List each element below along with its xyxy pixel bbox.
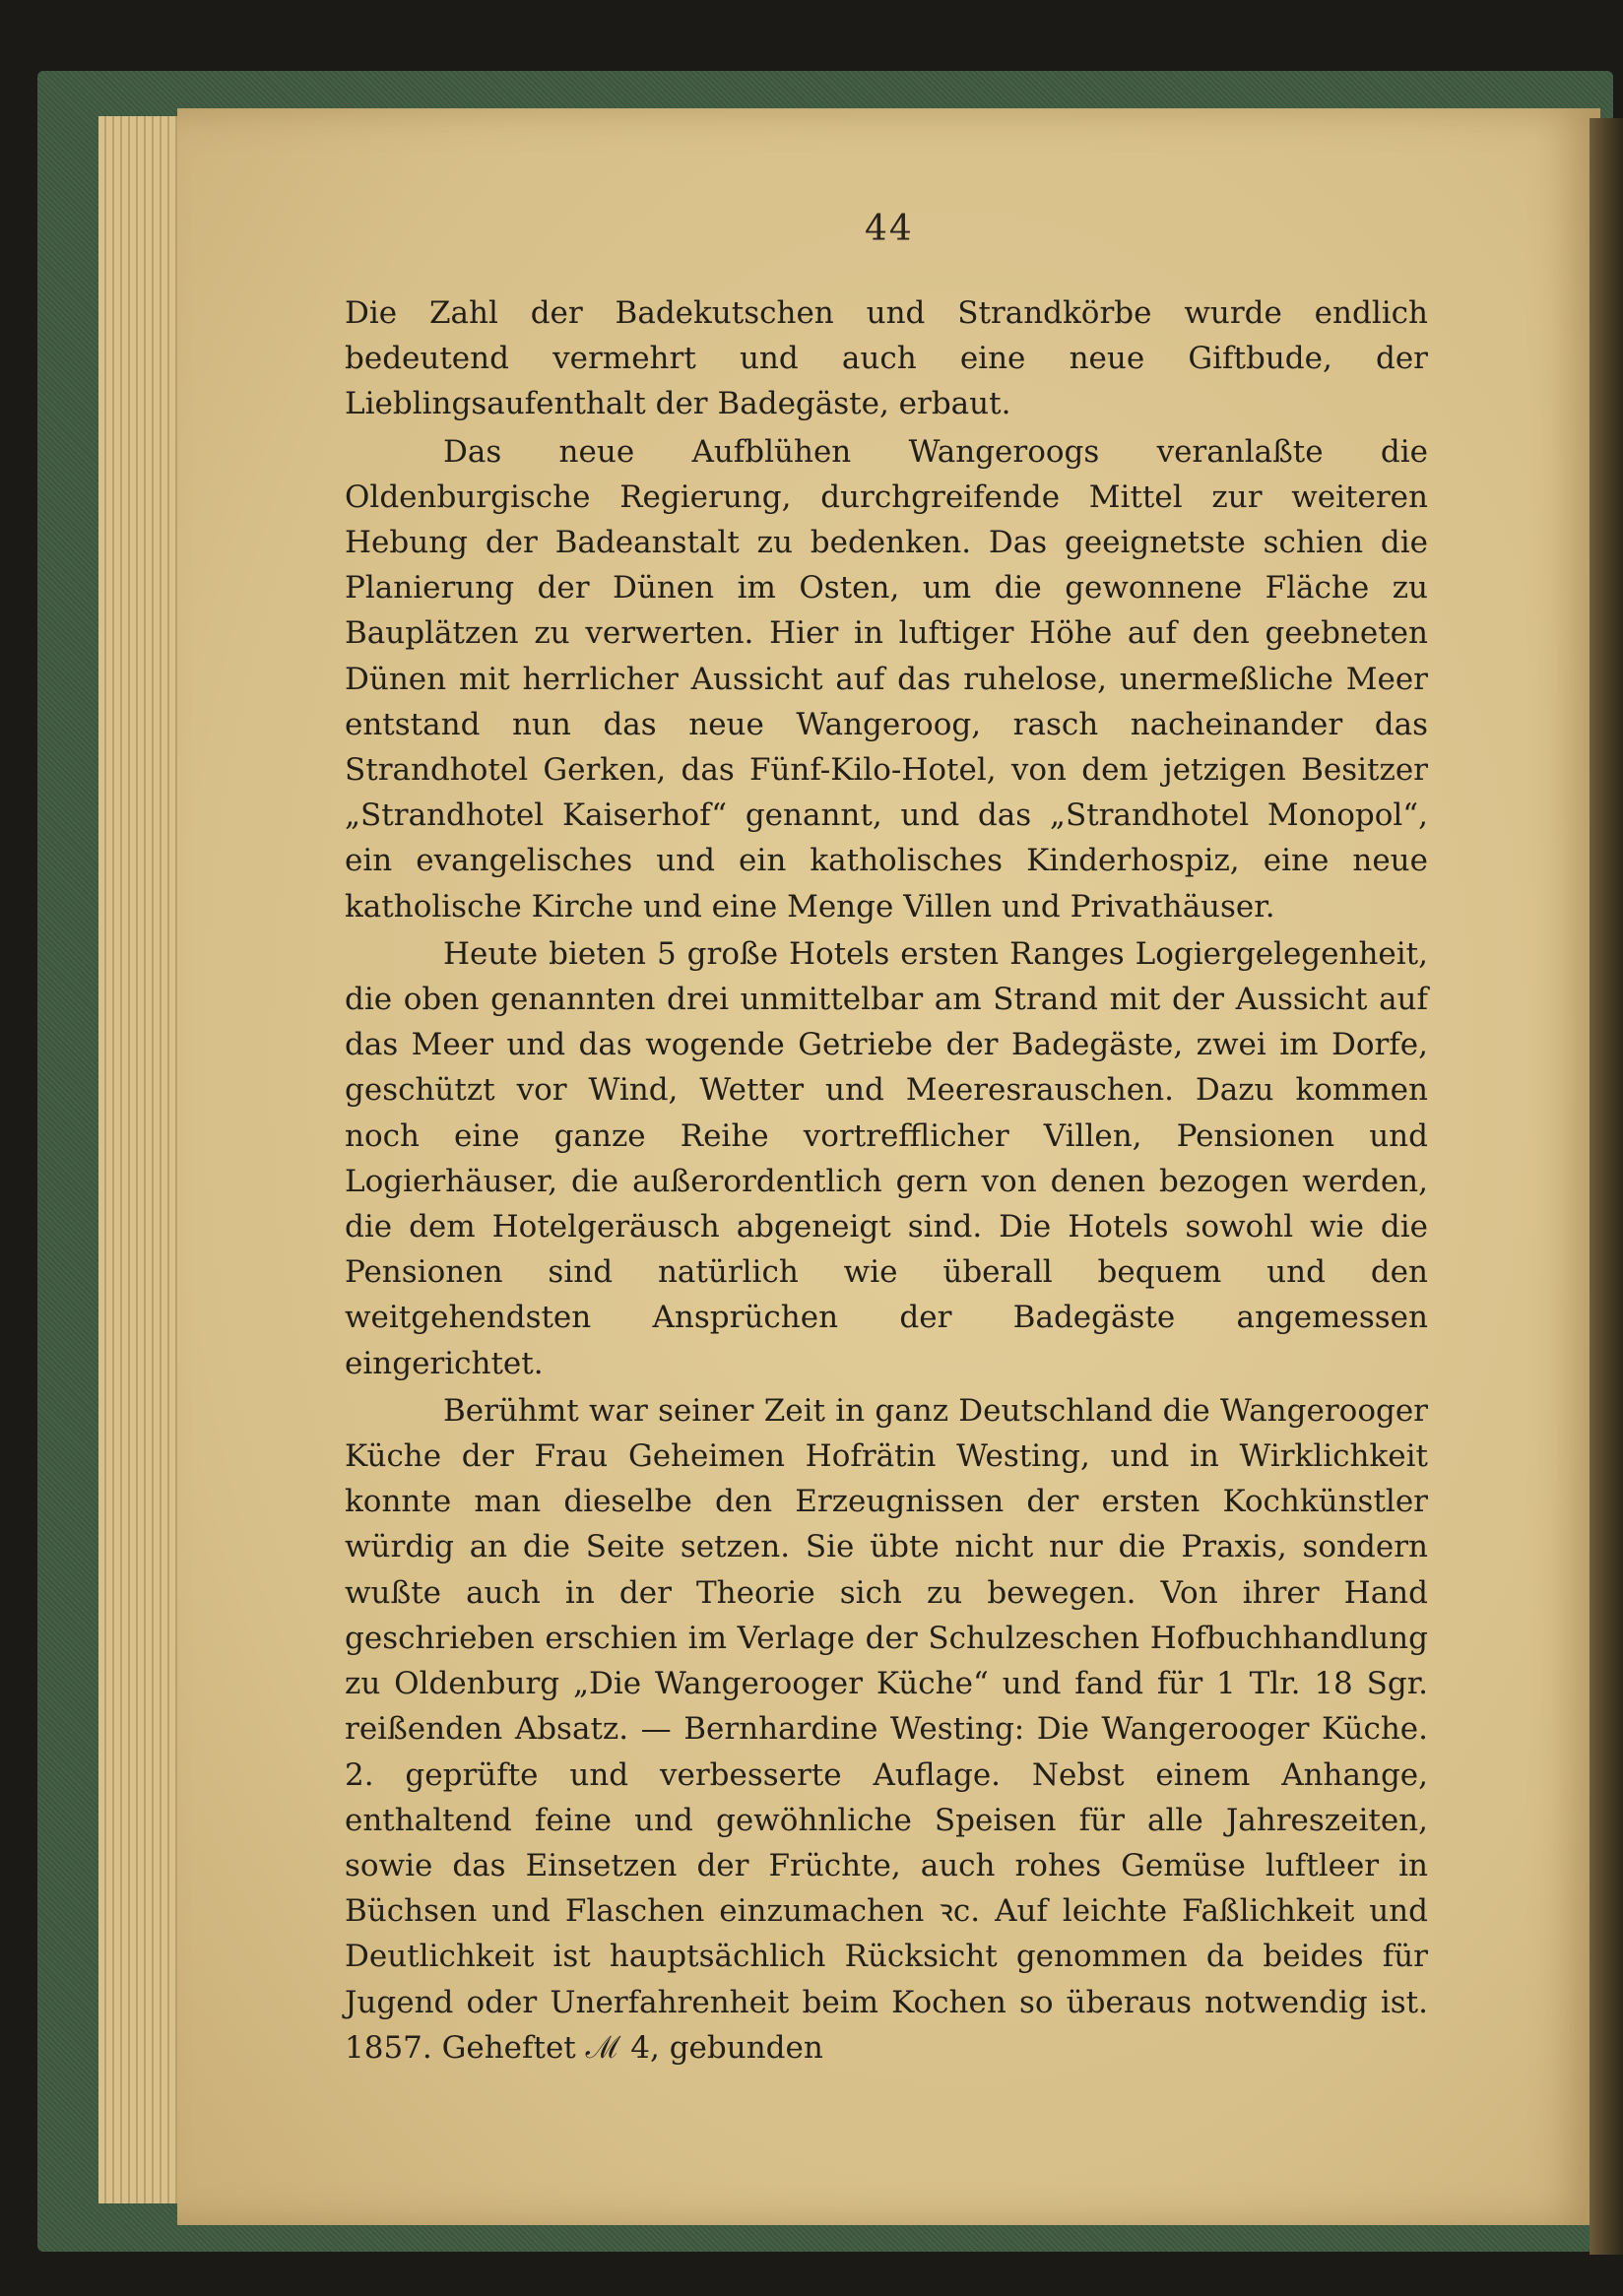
paragraph: Die Zahl der Badekutschen und Strandkörbe wurde endlich bedeutend vermehrt und auch eine neue Giftbude, der Lieblingsaufenthalt der Badegäste, erbaut. (345, 295, 1428, 422)
body-text (345, 290, 1428, 2071)
page-number: 44 (865, 209, 914, 249)
page-gutter (1590, 118, 1623, 2255)
paragraph: Berühmt war seiner Zeit in ganz Deutschland die Wangerooger Küche der Frau Geheimen Hofrätin Westing, und in Wirklichkeit konnte man dieselbe den Erzeugnissen der ersten Kochkünstler würdig an die Seite setzen. Sie übte nicht nur die Praxis, sondern wußte auch in der Theorie sich zu bewegen. Von ihrer Hand geschrieben erschien im Verlage der Schulzeschen Hofbuchhandlung zu Oldenburg „Die Wangerooger Küche“ und fand für 1 Tlr. 18 Sgr. reißenden Absatz. — Bernhardine Westing: Die Wangerooger Küche. 2. geprüfte und verbesserte Auflage. Nebst einem Anhange, enthaltend feine und gewöhnliche Speisen für alle Jahreszeiten, sowie das Einsetzen der Früchte, auch rohes Gemüse luftleer in Büchsen und Flaschen einzumachen ꝛc. Auf leichte Faßlichkeit und Deutlichkeit ist hauptsächlich Rücksicht genommen da beides für Jugend oder Unerfahrenheit beim Kochen so überaus notwendig ist. 1857. Geheftet ℳ 4, gebunden (345, 1392, 1428, 2066)
paragraph: Heute bieten 5 große Hotels ersten Ranges Logiergelegenheit, die oben genannten drei unmittelbar am Strand mit der Aussicht auf das Meer und das wogende Getriebe der Badegäste, zwei im Dorfe, geschützt vor Wind, Wetter und Meeresrauschen. Dazu kommen noch eine ganze Reihe vortrefflicher Villen, Pensionen und Logierhäuser, die außerordentlich gern von denen bezogen werden, die dem Hotelgeräusch abgeneigt sind. Die Hotels sowohl wie die Pensionen sind natürlich wie überall bequem und den weitgehendsten Ansprüchen der Badegäste angemessen eingerichtet. (345, 935, 1428, 1381)
paragraph: Das neue Aufblühen Wangeroogs veranlaßte die Oldenburgische Regierung, durchgreifende Mittel zur weiteren Hebung der Badeanstalt zu bedenken. Das geeignetste schien die Planierung der Dünen im Osten, um die gewonnene Fläche zu Bauplätzen zu verwerten. Hier in luftiger Höhe auf den geebneten Dünen mit herrlicher Aussicht auf das ruhelose, unermeßliche Meer entstand nun das neue Wangeroog, rasch nacheinander das Strandhotel Gerken, das Fünf-Kilo-Hotel, von dem jetzigen Besitzer „Strandhotel Kaiserhof“ genannt, und das „Strandhotel Monopol“, ein evangelisches und ein katholisches Kinderhospiz, eine neue katholische Kirche und eine Menge Villen und Privathäuser. (345, 433, 1428, 925)
